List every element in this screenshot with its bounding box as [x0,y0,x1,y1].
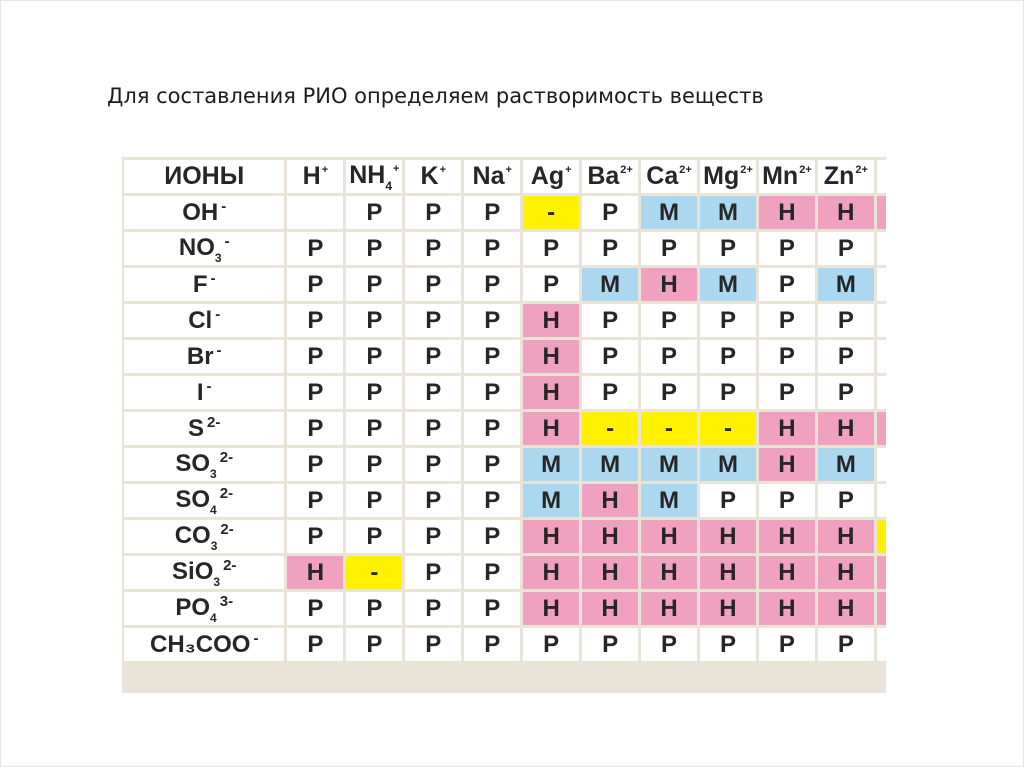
solubility-cell: Н [700,592,756,625]
table-row [124,592,886,625]
solubility-cell: Р [405,448,461,481]
solubility-cell: Р [405,412,461,445]
solubility-cell: Н [523,556,579,589]
solubility-cell: Н [818,592,874,625]
solubility-cell: Р [818,304,874,337]
solubility-cell: Н [759,448,815,481]
cation-header [641,160,697,193]
table-row [124,556,886,589]
anion-charge: 3- [219,592,234,610]
solubility-cell: Н [523,376,579,409]
solubility-cell: Р [287,232,343,265]
solubility-cell: Р [818,484,874,517]
anion-symbol: SiO [172,557,214,585]
cation-symbol: NH [349,160,386,189]
solubility-cell: М [582,448,638,481]
solubility-cell: Р [405,304,461,337]
solubility-cell: М [641,484,697,517]
cut-off-cell [877,448,886,481]
cation-symbol: Mn [762,162,799,190]
solubility-cell: М [700,196,756,229]
anion-charge: - [210,270,216,287]
solubility-cell: Р [464,484,520,517]
anion-cell [124,556,284,589]
solubility-cell: Р [818,376,874,409]
solubility-cell: Н [818,520,874,553]
anion-subscript: 3 [210,538,218,553]
solubility-cell: Н [641,268,697,301]
solubility-cell: Р [582,628,638,661]
anion-symbol: SO [175,485,211,513]
solubility-cell: М [641,196,697,229]
anion-cell [124,196,284,229]
solubility-cell: Р [287,340,343,373]
solubility-cell: Н [582,520,638,553]
solubility-cell: Н [700,520,756,553]
cut-off-cell [877,304,886,337]
anion-charge: - [215,306,221,323]
solubility-cell: Р [287,268,343,301]
table-row [124,412,886,445]
cut-off-cell [877,196,886,229]
anion-symbol: CO [174,521,211,549]
solubility-cell: Р [464,268,520,301]
ions-header: ИОНЫ [124,160,284,193]
anion-cell [124,628,284,661]
cation-symbol: K [420,162,439,190]
solubility-cell: Р [405,268,461,301]
cation-header [287,160,343,193]
cut-off-cell [877,520,886,553]
solubility-cell: - [346,556,402,589]
solubility-cell: Р [818,628,874,661]
anion-symbol: SO [175,449,211,477]
solubility-cell: Р [818,232,874,265]
solubility-cell: Н [700,556,756,589]
solubility-cell: Р [700,484,756,517]
cation-charge: + [505,164,512,176]
solubility-cell: Р [405,484,461,517]
anion-symbol: Br [186,343,214,370]
solubility-cell: М [818,268,874,301]
solubility-cell: Р [405,520,461,553]
solubility-cell: Р [582,232,638,265]
solubility-cell: Р [759,340,815,373]
solubility-cell: Н [759,592,815,625]
cation-charge: 2+ [679,164,692,176]
solubility-cell: Н [641,556,697,589]
cation-header [405,160,461,193]
anion-charge: 2- [207,414,221,431]
anion-subscript: 3 [210,466,217,481]
solubility-cell: Р [346,628,402,661]
solubility-cell: - [641,412,697,445]
solubility-cell: Р [464,376,520,409]
solubility-table [122,157,886,664]
solubility-cell: Н [523,592,579,625]
solubility-cell: Р [700,232,756,265]
cut-off-cell [877,592,886,625]
table-row [124,268,886,301]
cut-off-cell [877,556,886,589]
cut-off-cell [877,268,886,301]
solubility-cell: Р [700,376,756,409]
cation-header [582,160,638,193]
anion-charge: 2- [223,556,237,574]
solubility-cell: Р [464,628,520,661]
solubility-cell: Р [464,304,520,337]
solubility-cell: М [700,448,756,481]
anion-cell [124,304,284,337]
cation-charge: 2+ [855,164,868,176]
anion-cell [124,268,284,301]
cut-off-cell [877,628,886,661]
anion-subscript: 4 [210,610,217,625]
table-row [124,232,886,265]
solubility-cell: Н [641,592,697,625]
anion-cell [124,412,284,445]
solubility-cell: Н [582,484,638,517]
solubility-cell: Р [759,376,815,409]
solubility-cell: Р [641,376,697,409]
cation-symbol: Ba [587,162,620,190]
solubility-cell: Р [287,304,343,337]
cation-header [523,160,579,193]
solubility-cell: Р [287,376,343,409]
anion-cell [124,340,284,373]
anion-cell [124,592,284,625]
solubility-cell: Р [464,592,520,625]
solubility-cell: Н [523,520,579,553]
solubility-cell: Н [759,520,815,553]
solubility-cell: Р [346,232,402,265]
cation-symbol: Ag [530,162,565,190]
table-header-row [124,160,886,193]
cation-charge: + [565,164,572,176]
anion-charge: 2- [219,484,234,502]
anion-symbol: F [192,271,208,298]
cation-charge: 2+ [620,164,633,176]
solubility-cell: Н [759,412,815,445]
solubility-cell: Р [759,232,815,265]
cation-charge: 2+ [799,164,812,176]
cation-symbol: H [302,162,321,190]
solubility-cell: Р [582,340,638,373]
solubility-cell: Р [700,628,756,661]
solubility-cell: Р [523,268,579,301]
solubility-cell: Р [464,232,520,265]
anion-charge: - [221,198,227,215]
solubility-cell: Р [759,304,815,337]
table-body [124,196,886,661]
solubility-cell: Р [582,376,638,409]
solubility-cell: Н [287,556,343,589]
solubility-cell: - [582,412,638,445]
solubility-cell: Р [287,520,343,553]
solubility-cell: Р [464,520,520,553]
solubility-cell: Н [641,520,697,553]
solubility-cell: Р [287,448,343,481]
cut-off-column-header [877,160,886,193]
table-row [124,340,886,373]
solubility-cell: Р [818,340,874,373]
solubility-cell: Р [346,376,402,409]
solubility-cell: Р [759,268,815,301]
anion-cell [124,448,284,481]
anion-cell [124,484,284,517]
anion-symbol: CH₃COO [150,631,251,658]
cation-symbol: Mg [703,162,740,190]
solubility-cell: Р [523,628,579,661]
anion-symbol: NO [178,233,215,261]
solubility-cell: Р [582,304,638,337]
solubility-cell: Р [346,520,402,553]
solubility-cell [287,196,343,229]
solubility-cell: М [818,448,874,481]
solubility-cell: Р [641,232,697,265]
solubility-cell: М [523,484,579,517]
cation-charge: 2+ [740,164,753,176]
table-row [124,376,886,409]
solubility-cell: Р [582,196,638,229]
solubility-cell: Р [464,196,520,229]
solubility-cell: Н [582,556,638,589]
solubility-cell: Р [464,412,520,445]
solubility-cell: - [523,196,579,229]
anion-symbol: S [188,415,205,442]
solubility-cell: Р [287,628,343,661]
solubility-cell: Р [287,412,343,445]
table-row [124,304,886,337]
solubility-cell: Н [759,196,815,229]
solubility-cell: М [523,448,579,481]
solubility-cell: Р [287,484,343,517]
solubility-cell: Р [759,484,815,517]
cation-header [700,160,756,193]
slide-title: Для составления РИО определяем растворимость веществ [107,84,764,108]
solubility-cell: Н [523,412,579,445]
solubility-cell: Н [582,592,638,625]
solubility-cell: М [700,268,756,301]
cation-header [759,160,815,193]
solubility-cell: Р [287,592,343,625]
solubility-cell: Р [405,196,461,229]
anion-subscript: 3 [214,250,222,265]
anion-subscript: 3 [213,574,221,589]
solubility-cell: Р [346,484,402,517]
anion-symbol: Cl [188,307,213,334]
solubility-cell: Н [523,340,579,373]
solubility-cell: Р [346,268,402,301]
cut-off-cell [877,484,886,517]
cation-symbol: Na [472,162,505,190]
anion-cell [124,520,284,553]
anion-charge: - [216,342,222,359]
table-row [124,196,886,229]
solubility-cell: Н [523,304,579,337]
cation-symbol: Zn [823,162,855,190]
solubility-cell: Р [346,592,402,625]
solubility-cell: Р [523,232,579,265]
solubility-cell: Р [464,556,520,589]
solubility-cell: Н [818,412,874,445]
cation-header [464,160,520,193]
anion-charge: - [224,232,230,250]
solubility-cell: Р [405,340,461,373]
solubility-cell: Р [405,556,461,589]
cation-header [346,160,402,193]
solubility-cell: Р [346,448,402,481]
solubility-table-image [122,157,886,693]
table-row [124,628,886,661]
table-row [124,448,886,481]
anion-charge: - [206,378,212,395]
solubility-cell: Н [759,556,815,589]
cation-header [818,160,874,193]
solubility-cell: Р [405,232,461,265]
solubility-cell: - [700,412,756,445]
solubility-cell: Н [818,556,874,589]
solubility-cell: Р [346,340,402,373]
cation-charge: + [439,164,447,176]
solubility-cell: Р [405,592,461,625]
solubility-cell: Р [700,304,756,337]
cation-subscript: 4 [385,178,393,193]
solubility-cell: Р [641,628,697,661]
solubility-cell: Н [818,196,874,229]
cation-charge: + [321,164,329,176]
solubility-cell: Р [346,196,402,229]
anion-charge: - [253,630,259,647]
anion-charge: 2- [219,448,234,466]
solubility-cell: Р [641,340,697,373]
anion-symbol: PO [175,593,211,621]
anion-cell [124,232,284,265]
cation-symbol: Ca [646,162,679,190]
solubility-cell: Р [464,448,520,481]
solubility-cell: Р [700,340,756,373]
solubility-cell: Р [346,412,402,445]
solubility-cell: Р [759,628,815,661]
solubility-cell: М [582,268,638,301]
anion-subscript: 4 [210,502,217,517]
cut-off-cell [877,376,886,409]
table-row [124,520,886,553]
solubility-cell: Р [641,304,697,337]
solubility-cell: Р [405,628,461,661]
cut-off-cell [877,340,886,373]
table-row [124,484,886,517]
solubility-cell: Р [346,304,402,337]
cation-charge: + [393,162,400,175]
anion-charge: 2- [220,520,234,538]
solubility-cell: М [641,448,697,481]
anion-cell [124,376,284,409]
anion-symbol: I [196,379,204,406]
anion-symbol: OH [182,199,219,226]
cut-off-cell [877,412,886,445]
solubility-cell: Р [464,340,520,373]
cut-off-cell [877,232,886,265]
solubility-cell: Р [405,376,461,409]
